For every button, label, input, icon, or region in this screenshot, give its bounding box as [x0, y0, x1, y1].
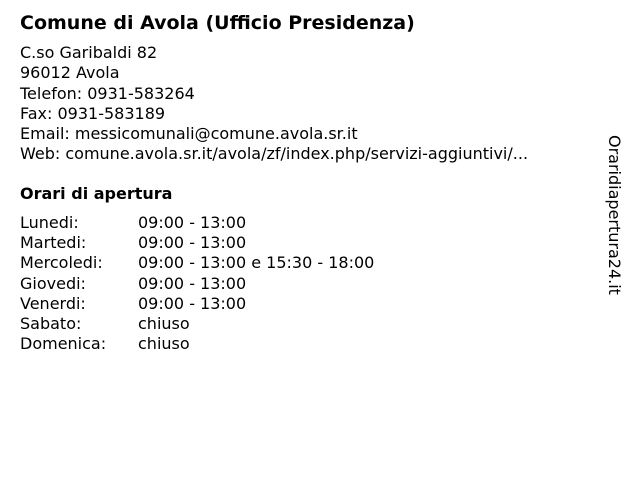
- hours-day: Martedi:: [20, 233, 87, 253]
- contact-block: [20, 43, 528, 165]
- address-line: C.so Garibaldi 82: [20, 43, 158, 62]
- opening-hours-heading: Orari di apertura: [20, 184, 173, 203]
- hours-time: 09:00 - 13:00: [138, 233, 247, 253]
- hours-time: 09:00 - 13:00 e 15:30 - 18:00: [138, 253, 375, 273]
- hours-time: chiuso: [138, 313, 190, 333]
- hours-day: Giovedi:: [20, 273, 86, 293]
- brand-watermark: Oraridiapertura24.it: [605, 135, 624, 295]
- hours-time: chiuso: [138, 334, 190, 354]
- postal-city-line: 96012 Avola: [20, 63, 120, 83]
- hours-day: Lunedi:: [20, 213, 79, 232]
- hours-time: 09:00 - 13:00: [138, 293, 247, 313]
- hours-day: Venerdi:: [20, 293, 86, 313]
- hours-day: Mercoledi:: [20, 253, 103, 273]
- hours-day: Domenica:: [20, 334, 107, 354]
- web-line: Web: comune.avola.sr.it/avola/zf/index.php/servizi-aggiuntivi/...: [20, 144, 529, 164]
- hours-day: Sabato:: [20, 313, 82, 333]
- page-title: Comune di Avola (Ufficio Presidenza): [20, 12, 415, 34]
- phone-line: Telefon: 0931-583264: [20, 83, 195, 103]
- email-line: Email: messicomunali@comune.avola.sr.it: [20, 124, 358, 144]
- hours-time: 09:00 - 13:00: [138, 213, 247, 232]
- hours-time: 09:00 - 13:00: [138, 273, 247, 293]
- fax-line: Fax: 0931-583189: [20, 103, 166, 123]
